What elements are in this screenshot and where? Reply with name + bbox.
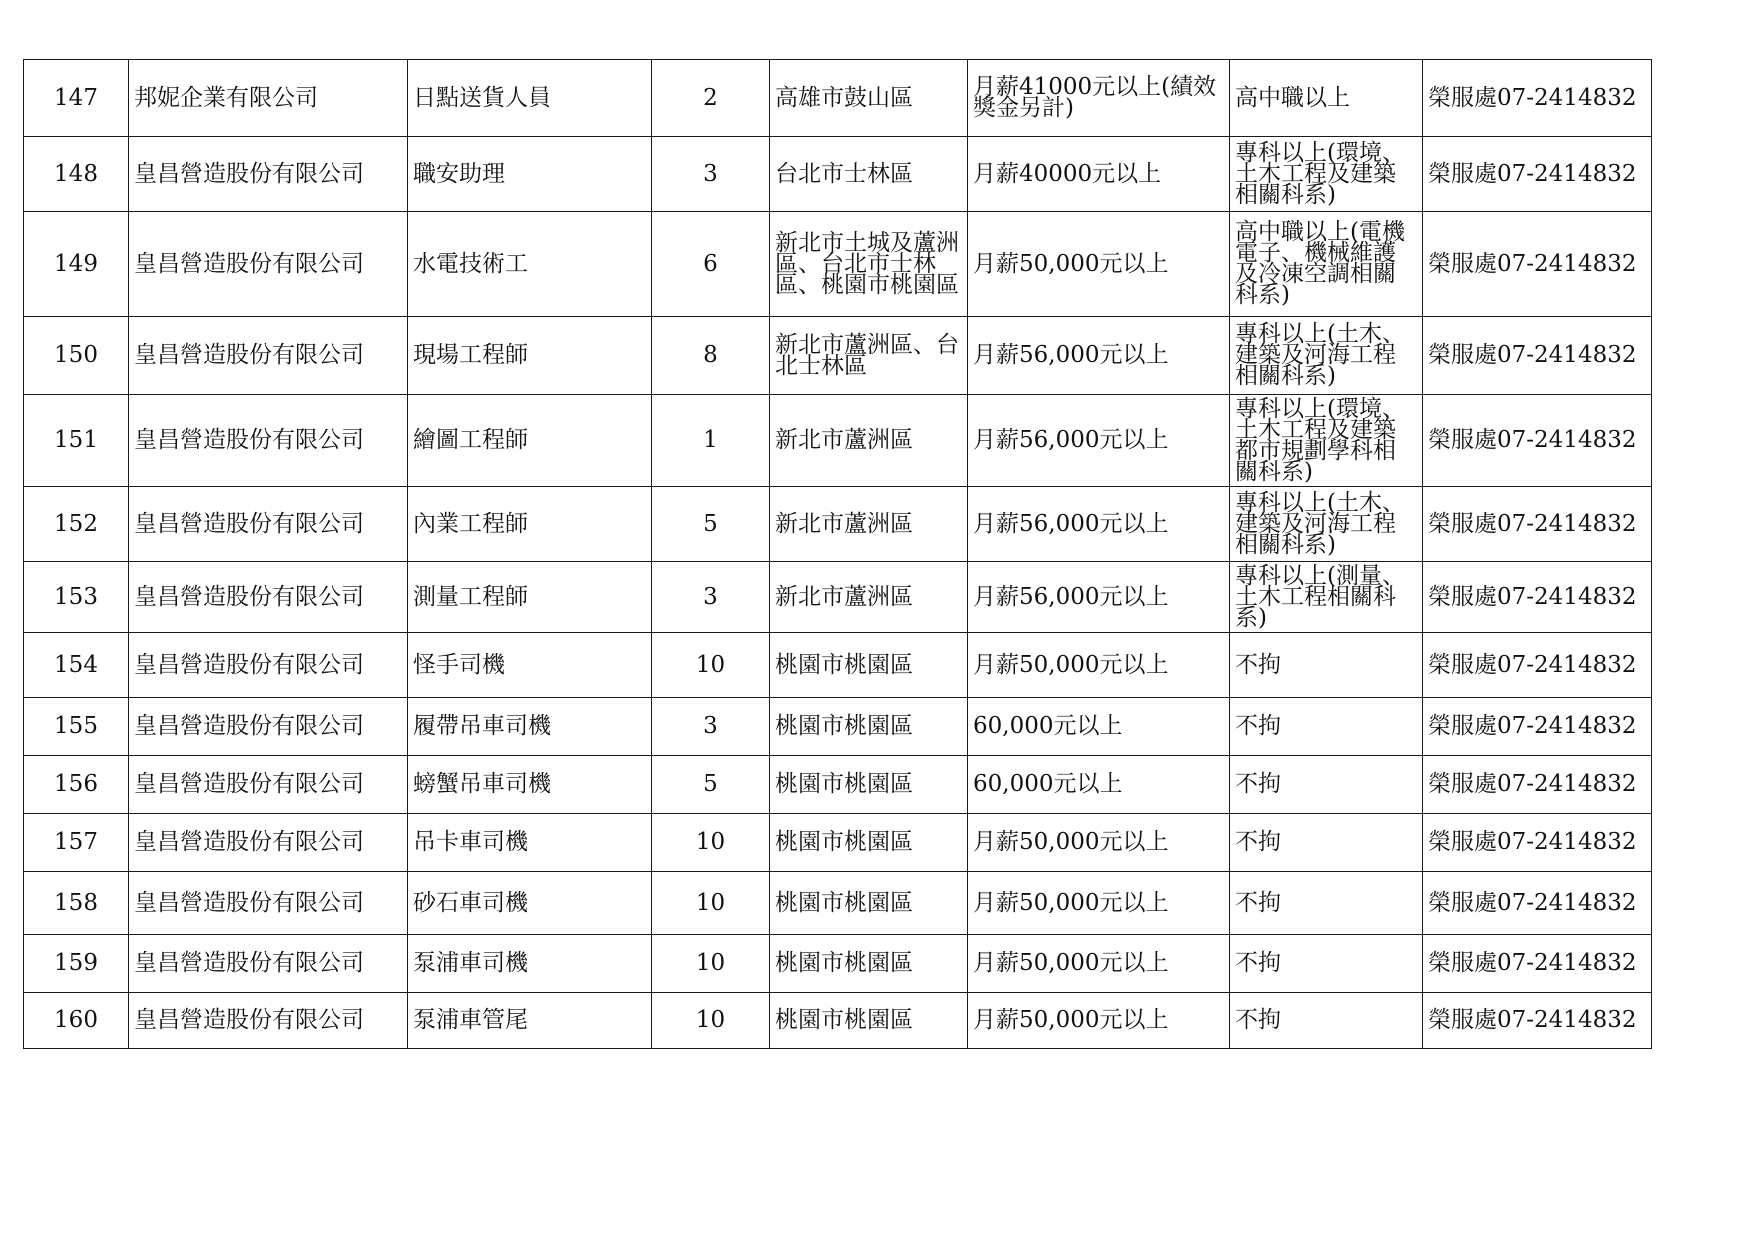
contact-cell: 榮服處07-2414832 — [1423, 317, 1652, 395]
job-rows — [24, 60, 1652, 1049]
education-requirement-cell: 專科以上(土木、建築及河海工程相關科系) — [1230, 487, 1423, 562]
salary-cell: 60,000元以上 — [968, 698, 1230, 756]
work-location-cell: 桃園市桃園區 — [770, 698, 968, 756]
education-requirement-cell: 不拘 — [1230, 633, 1423, 698]
company-cell: 皇昌營造股份有限公司 — [129, 993, 408, 1049]
company-cell: 皇昌營造股份有限公司 — [129, 698, 408, 756]
company-cell: 皇昌營造股份有限公司 — [129, 317, 408, 395]
salary-cell: 月薪50,000元以上 — [968, 814, 1230, 872]
job-title-cell: 繪圖工程師 — [408, 395, 652, 487]
education-requirement-cell: 專科以上(環境、土木工程及建築相關科系) — [1230, 137, 1423, 212]
work-location-cell: 新北市蘆洲區、台北士林區 — [770, 317, 968, 395]
row-number-cell: 156 — [24, 756, 129, 814]
headcount-cell: 8 — [652, 317, 770, 395]
table-row — [24, 212, 1652, 317]
job-listing-table — [23, 59, 1652, 1049]
education-requirement-cell: 不拘 — [1230, 698, 1423, 756]
contact-cell: 榮服處07-2414832 — [1423, 935, 1652, 993]
headcount-cell: 10 — [652, 872, 770, 935]
headcount-cell: 1 — [652, 395, 770, 487]
job-title-cell: 泵浦車司機 — [408, 935, 652, 993]
headcount-cell: 6 — [652, 212, 770, 317]
contact-cell: 榮服處07-2414832 — [1423, 487, 1652, 562]
education-requirement-cell: 高中職以上 — [1230, 60, 1423, 137]
salary-cell: 月薪56,000元以上 — [968, 317, 1230, 395]
job-title-cell: 日點送貨人員 — [408, 60, 652, 137]
salary-cell: 月薪50,000元以上 — [968, 872, 1230, 935]
row-number-cell: 153 — [24, 562, 129, 633]
salary-cell: 月薪56,000元以上 — [968, 395, 1230, 487]
work-location-cell: 新北市土城及蘆洲區、台北市士林區、桃園市桃園區 — [770, 212, 968, 317]
job-title-cell: 砂石車司機 — [408, 872, 652, 935]
job-title-cell: 吊卡車司機 — [408, 814, 652, 872]
company-cell: 皇昌營造股份有限公司 — [129, 137, 408, 212]
work-location-cell: 桃園市桃園區 — [770, 872, 968, 935]
table-row — [24, 698, 1652, 756]
table-row — [24, 317, 1652, 395]
education-requirement-cell: 專科以上(環境、土木工程及建築都市規劃學科相關科系) — [1230, 395, 1423, 487]
row-number-cell: 148 — [24, 137, 129, 212]
work-location-cell: 桃園市桃園區 — [770, 935, 968, 993]
education-requirement-cell: 不拘 — [1230, 872, 1423, 935]
headcount-cell: 5 — [652, 487, 770, 562]
company-cell: 皇昌營造股份有限公司 — [129, 212, 408, 317]
row-number-cell: 147 — [24, 60, 129, 137]
job-title-cell: 螃蟹吊車司機 — [408, 756, 652, 814]
company-cell: 皇昌營造股份有限公司 — [129, 756, 408, 814]
headcount-cell: 3 — [652, 698, 770, 756]
table-row — [24, 935, 1652, 993]
headcount-cell: 3 — [652, 562, 770, 633]
salary-cell: 月薪41000元以上(績效獎金另計) — [968, 60, 1230, 137]
table-row — [24, 993, 1652, 1049]
company-cell: 皇昌營造股份有限公司 — [129, 562, 408, 633]
row-number-cell: 151 — [24, 395, 129, 487]
work-location-cell: 新北市蘆洲區 — [770, 562, 968, 633]
education-requirement-cell: 專科以上(土木、建築及河海工程相關科系) — [1230, 317, 1423, 395]
contact-cell: 榮服處07-2414832 — [1423, 562, 1652, 633]
table-row — [24, 872, 1652, 935]
salary-cell: 月薪50,000元以上 — [968, 993, 1230, 1049]
salary-cell: 月薪50,000元以上 — [968, 212, 1230, 317]
education-requirement-cell: 高中職以上(電機電子、機械維護及冷凍空調相關科系) — [1230, 212, 1423, 317]
job-title-cell: 怪手司機 — [408, 633, 652, 698]
headcount-cell: 10 — [652, 935, 770, 993]
salary-cell: 月薪40000元以上 — [968, 137, 1230, 212]
job-title-cell: 泵浦車管尾 — [408, 993, 652, 1049]
headcount-cell: 2 — [652, 60, 770, 137]
row-number-cell: 154 — [24, 633, 129, 698]
headcount-cell: 10 — [652, 814, 770, 872]
table-row — [24, 395, 1652, 487]
salary-cell: 月薪50,000元以上 — [968, 935, 1230, 993]
contact-cell: 榮服處07-2414832 — [1423, 60, 1652, 137]
contact-cell: 榮服處07-2414832 — [1423, 872, 1652, 935]
job-title-cell: 履帶吊車司機 — [408, 698, 652, 756]
job-title-cell: 測量工程師 — [408, 562, 652, 633]
work-location-cell: 桃園市桃園區 — [770, 814, 968, 872]
job-title-cell: 水電技術工 — [408, 212, 652, 317]
company-cell: 皇昌營造股份有限公司 — [129, 814, 408, 872]
contact-cell: 榮服處07-2414832 — [1423, 756, 1652, 814]
education-requirement-cell: 不拘 — [1230, 814, 1423, 872]
work-location-cell: 新北市蘆洲區 — [770, 487, 968, 562]
table-row — [24, 756, 1652, 814]
contact-cell: 榮服處07-2414832 — [1423, 993, 1652, 1049]
company-cell: 邦妮企業有限公司 — [129, 60, 408, 137]
headcount-cell: 10 — [652, 993, 770, 1049]
table-row — [24, 562, 1652, 633]
row-number-cell: 158 — [24, 872, 129, 935]
table-row — [24, 633, 1652, 698]
company-cell: 皇昌營造股份有限公司 — [129, 872, 408, 935]
headcount-cell: 3 — [652, 137, 770, 212]
row-number-cell: 149 — [24, 212, 129, 317]
row-number-cell: 155 — [24, 698, 129, 756]
table-row — [24, 137, 1652, 212]
education-requirement-cell: 不拘 — [1230, 935, 1423, 993]
contact-cell: 榮服處07-2414832 — [1423, 212, 1652, 317]
contact-cell: 榮服處07-2414832 — [1423, 698, 1652, 756]
work-location-cell: 新北市蘆洲區 — [770, 395, 968, 487]
education-requirement-cell: 不拘 — [1230, 993, 1423, 1049]
company-cell: 皇昌營造股份有限公司 — [129, 395, 408, 487]
work-location-cell: 桃園市桃園區 — [770, 756, 968, 814]
headcount-cell: 10 — [652, 633, 770, 698]
row-number-cell: 157 — [24, 814, 129, 872]
job-title-cell: 內業工程師 — [408, 487, 652, 562]
salary-cell: 60,000元以上 — [968, 756, 1230, 814]
contact-cell: 榮服處07-2414832 — [1423, 137, 1652, 212]
job-title-cell: 職安助理 — [408, 137, 652, 212]
table-row — [24, 60, 1652, 137]
company-cell: 皇昌營造股份有限公司 — [129, 935, 408, 993]
company-cell: 皇昌營造股份有限公司 — [129, 633, 408, 698]
salary-cell: 月薪56,000元以上 — [968, 487, 1230, 562]
education-requirement-cell: 不拘 — [1230, 756, 1423, 814]
row-number-cell: 152 — [24, 487, 129, 562]
work-location-cell: 台北市士林區 — [770, 137, 968, 212]
company-cell: 皇昌營造股份有限公司 — [129, 487, 408, 562]
row-number-cell: 150 — [24, 317, 129, 395]
education-requirement-cell: 專科以上(測量、土木工程相關科系) — [1230, 562, 1423, 633]
salary-cell: 月薪50,000元以上 — [968, 633, 1230, 698]
table-row — [24, 487, 1652, 562]
work-location-cell: 桃園市桃園區 — [770, 633, 968, 698]
work-location-cell: 桃園市桃園區 — [770, 993, 968, 1049]
salary-cell: 月薪56,000元以上 — [968, 562, 1230, 633]
headcount-cell: 5 — [652, 756, 770, 814]
table-row — [24, 814, 1652, 872]
contact-cell: 榮服處07-2414832 — [1423, 633, 1652, 698]
row-number-cell: 160 — [24, 993, 129, 1049]
work-location-cell: 高雄市鼓山區 — [770, 60, 968, 137]
job-title-cell: 現場工程師 — [408, 317, 652, 395]
contact-cell: 榮服處07-2414832 — [1423, 395, 1652, 487]
row-number-cell: 159 — [24, 935, 129, 993]
contact-cell: 榮服處07-2414832 — [1423, 814, 1652, 872]
